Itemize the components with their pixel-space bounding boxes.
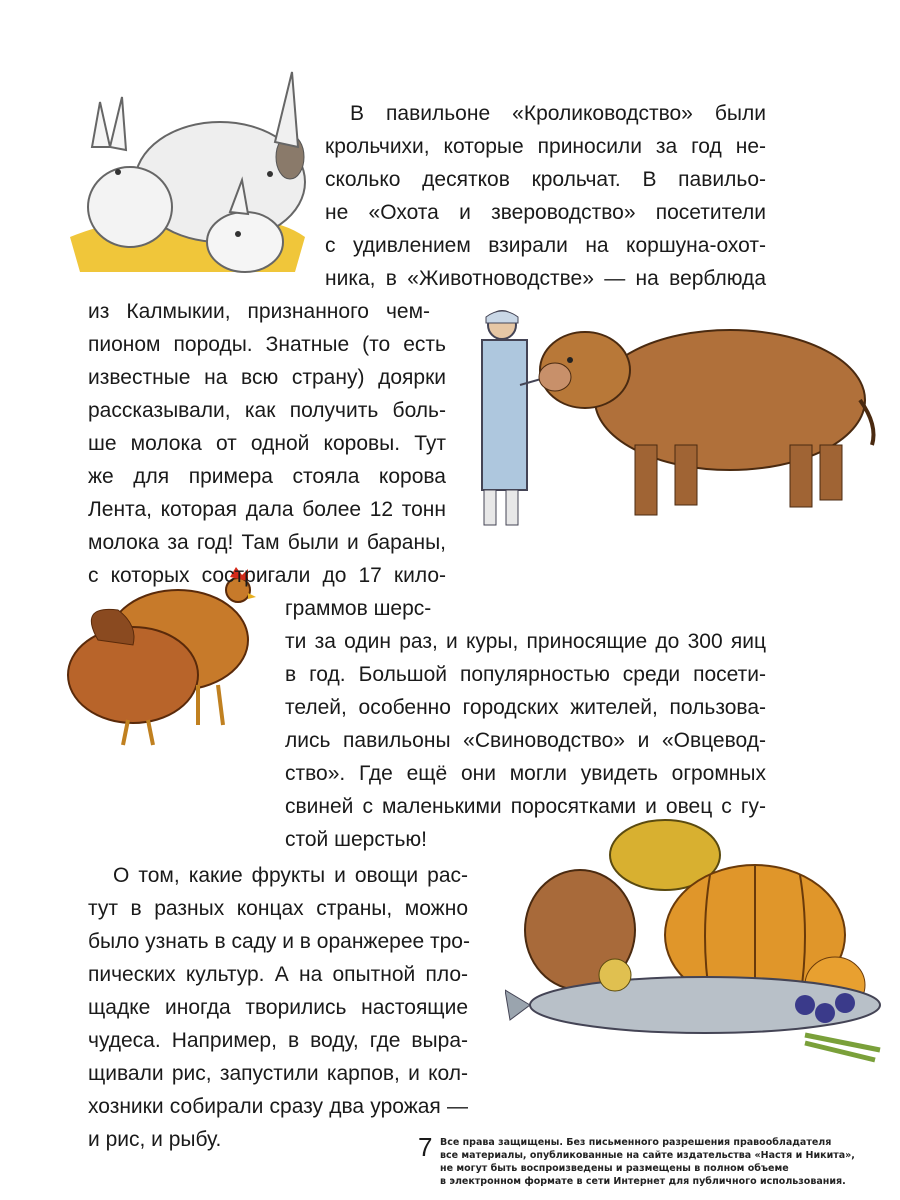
- cow-illustration: [460, 305, 885, 535]
- copyright-notice: [440, 1136, 895, 1188]
- text-line-5: с удивлением взирали на коршуна-охот-: [325, 234, 766, 257]
- text-line-20: лись павильоны «Свиноводство» и «Овцевод-: [285, 729, 766, 752]
- text-line-29: чудеса. Например, в воду, где выра-: [88, 1029, 468, 1052]
- text-line-16: граммов шерс-: [285, 597, 432, 620]
- text-line-1: В павильоне «Кролиководство» были: [350, 102, 766, 125]
- text-line-7: из Калмыкии, признанного чем-: [88, 300, 430, 323]
- copyright-line-1: Все права защищены. Без письменного разрешения правообладателя: [440, 1137, 832, 1148]
- text-line-6: ника, в «Животноводстве» — на верблюда: [325, 267, 766, 290]
- text-line-12: же для примера стояла корова: [88, 465, 446, 488]
- text-line-9: известные на всю страну) доярки: [88, 366, 446, 389]
- text-line-10: рассказывали, как получить боль-: [88, 399, 446, 422]
- harvest-illustration: [505, 815, 885, 1075]
- text-line-25: тут в разных концах страны, можно: [88, 897, 468, 920]
- text-line-8: пионом породы. Знатные (то есть: [88, 333, 446, 356]
- text-line-2: крольчихи, которые приносили за год не-: [325, 135, 766, 158]
- text-line-4: не «Охота и звероводство» посетители: [325, 201, 766, 224]
- text-line-11: ше молока от одной коровы. Тут: [88, 432, 446, 455]
- text-line-32: и рис, и рыбу.: [88, 1128, 222, 1151]
- copyright-line-4: в электронном формате в сети Интернет для публичного использования.: [440, 1176, 846, 1187]
- text-line-14: молока за год! Там были и бараны,: [88, 531, 446, 554]
- text-line-18: в год. Большой популярностью среди посети-: [285, 663, 766, 686]
- text-line-27: пических культур. А на опытной пло-: [88, 963, 468, 986]
- page-number: 7: [418, 1132, 433, 1162]
- copyright-line-2: все материалы, опубликованные на сайте издательства «Настя и Никита»,: [440, 1150, 855, 1161]
- text-line-26: было узнать в саду и в оранжерее тро-: [88, 930, 470, 953]
- rabbits-illustration: [70, 62, 310, 277]
- text-line-22: свиней с маленькими поросятками и овец с гу-: [285, 795, 766, 818]
- chickens-illustration: [58, 565, 258, 750]
- text-line-31: хозники собирали сразу два урожая —: [88, 1095, 468, 1118]
- text-line-24: О том, какие фрукты и овощи рас-: [113, 864, 468, 887]
- text-line-23: стой шерстью!: [285, 828, 427, 851]
- text-line-15: с которых состригали до 17 кило-: [88, 564, 446, 587]
- text-line-19: телей, особенно городских жителей, пользова-: [285, 696, 766, 719]
- text-line-13: Лента, которая дала более 12 тонн: [88, 498, 446, 521]
- text-line-17: ти за один раз, и куры, приносящие до 300 яиц: [285, 630, 766, 653]
- text-line-30: щивали рис, запустили карпов, и кол-: [88, 1062, 468, 1085]
- text-line-28: щадке иногда творились настоящие: [88, 996, 468, 1019]
- text-line-21: ство». Где ещё они могли увидеть огромных: [285, 762, 766, 785]
- text-line-3: сколько десятков крольчат. В павильо-: [325, 168, 766, 191]
- copyright-line-3: не могут быть воспроизведены и размещены в полном объеме: [440, 1163, 789, 1174]
